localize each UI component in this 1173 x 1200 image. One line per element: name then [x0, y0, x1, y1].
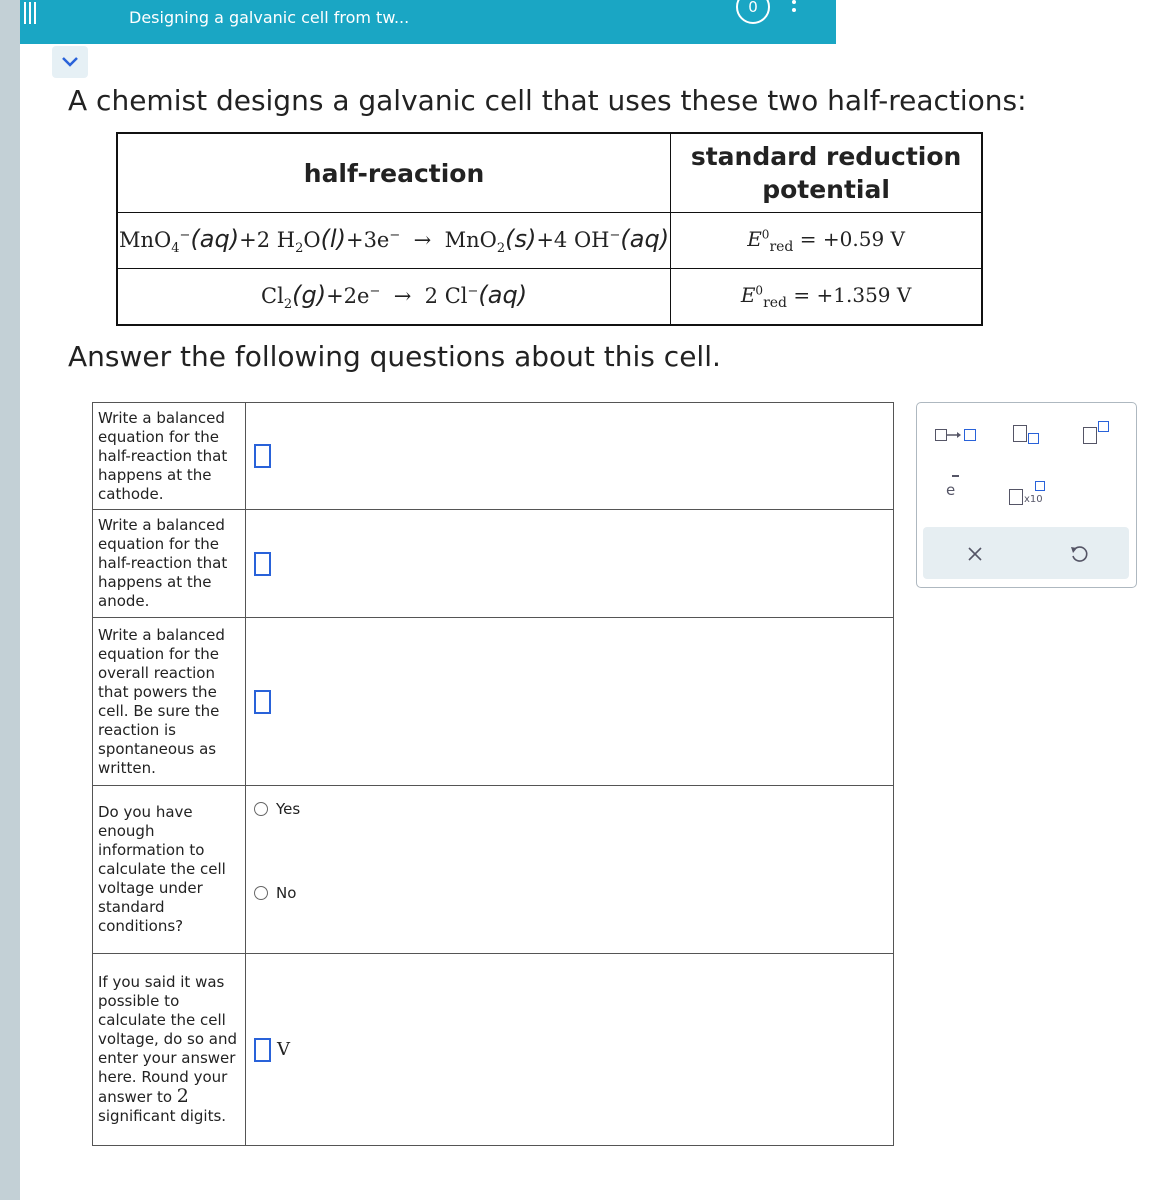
reaction-arrow-button[interactable]: [935, 427, 979, 445]
subscript-button[interactable]: [1013, 423, 1043, 445]
half-reaction-table: [116, 132, 983, 326]
col-header-potential: standard reduction potential: [671, 133, 983, 213]
question-cell-voltage: If you said it was possible to calculate the cell voltage, do so and enter your answer here. Round your answer to 2 significant digits.: [93, 954, 246, 1146]
potential-1: $E^0_{red} = +0.59$ V: [671, 213, 983, 269]
half-reaction-2: $Cl_2(g)+2e^- \to 2$ Cl−(aq): [117, 269, 671, 326]
potential-2: $E^0_{red} = +1.359$ V: [671, 269, 983, 326]
undo-icon[interactable]: [1069, 544, 1089, 564]
question-enough-info: Do you have enough information to calculate the cell voltage under standard conditions?: [93, 786, 246, 954]
answer-anode-cell: [246, 510, 894, 618]
radio-yes[interactable]: [254, 800, 892, 818]
left-scrollbar: [0, 0, 20, 1200]
col-header-half-reaction: half-reaction: [117, 133, 671, 213]
collapse-chevron-button[interactable]: [52, 46, 88, 78]
intro-text: A chemist designs a galvanic cell that uses these two half-reactions:: [68, 84, 1027, 117]
question-cathode: Write a balanced equation for the half-reaction that happens at the cathode.: [93, 403, 246, 510]
electron-button[interactable]: e: [946, 481, 955, 499]
chevron-down-icon: [60, 52, 80, 72]
scientific-notation-button[interactable]: x10: [1009, 481, 1053, 507]
overall-answer-input[interactable]: [254, 690, 271, 714]
cathode-answer-input[interactable]: [254, 444, 271, 468]
more-options-icon[interactable]: [792, 0, 800, 16]
radio-no-circle[interactable]: [254, 886, 268, 900]
answer-enough-info-cell: [246, 786, 894, 954]
half-reaction-1: MnO$_4$−(aq)+2 $H_2O(l)+3e^- \to MnO_2(s)+4$ OH−(aq): [117, 213, 671, 269]
score-icon[interactable]: 0: [736, 0, 770, 24]
radio-yes-circle[interactable]: [254, 802, 268, 816]
clear-x-icon[interactable]: [967, 546, 983, 562]
question-anode: Write a balanced equation for the half-reaction that happens at the anode.: [93, 510, 246, 618]
answer-cathode-cell: [246, 403, 894, 510]
palette-action-bar: [923, 527, 1129, 579]
menu-icon[interactable]: [16, 0, 38, 30]
questions-table: [92, 402, 894, 1146]
radio-yes-label: Yes: [276, 799, 301, 818]
question-overall: Write a balanced equation for the overall reaction that powers the cell. Be sure the reaction is spontaneous as written.: [93, 618, 246, 786]
math-palette: [916, 402, 1137, 588]
page-title: Designing a galvanic cell from tw...: [129, 8, 410, 27]
answer-overall-cell: [246, 618, 894, 786]
answer-voltage-cell: [246, 954, 894, 1146]
header-bar: [20, 0, 836, 44]
anode-answer-input[interactable]: [254, 552, 271, 576]
voltage-unit: V: [277, 1039, 290, 1060]
voltage-answer-input[interactable]: [254, 1038, 271, 1062]
radio-no-label: No: [276, 883, 297, 902]
radio-no[interactable]: [254, 884, 892, 902]
answer-prompt: Answer the following questions about this cell.: [68, 340, 721, 373]
superscript-button[interactable]: [1083, 421, 1113, 445]
